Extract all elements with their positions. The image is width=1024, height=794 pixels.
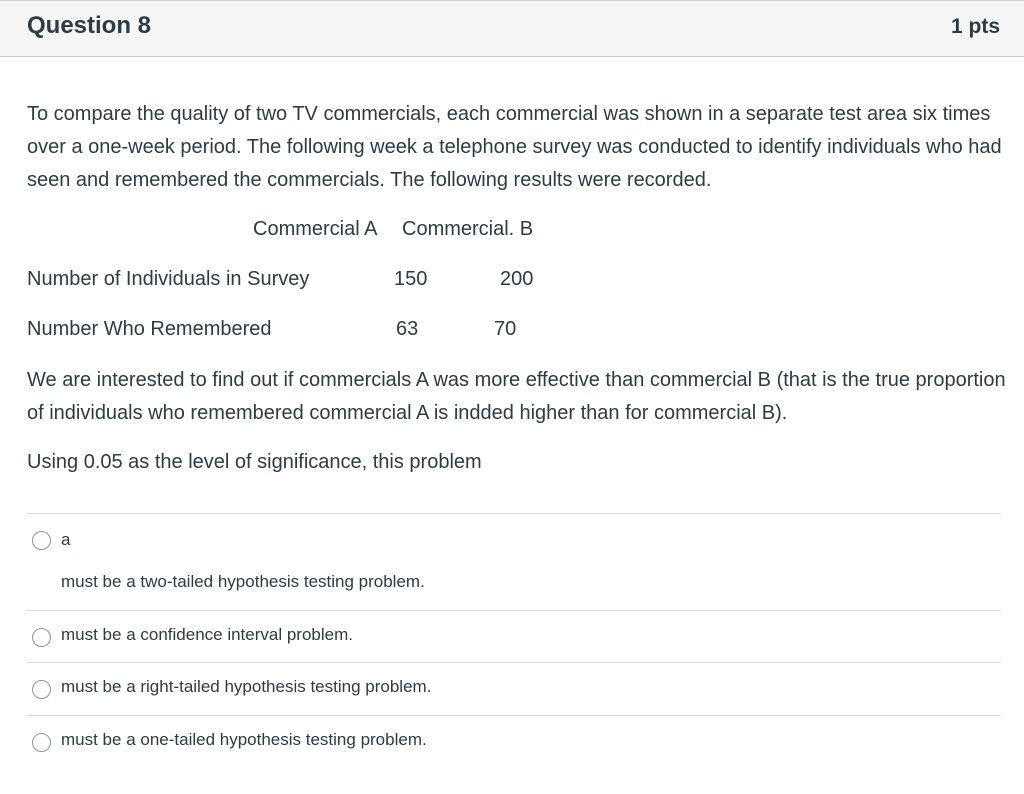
table-cell-b: 200	[500, 268, 534, 290]
question-header	[0, 0, 1024, 57]
answer-letter: a	[61, 530, 71, 549]
answer-option[interactable]	[26, 662, 1001, 715]
question-title: Question 8	[27, 12, 152, 39]
radio-button[interactable]	[32, 628, 51, 647]
prompt-paragraph-1: To compare the quality of two TV commercials, each commercial was shown in a separate test area six times over a one-week period. The following week a telephone survey was conducted to identify individuals who had seen and remembered the commercials. The following results were recorded.	[27, 103, 1002, 191]
answer-text[interactable]: must be a two-tailed hypothesis testing problem.	[61, 572, 425, 591]
question-points: 1 pts	[950, 15, 1000, 38]
prompt-paragraph-3: Using 0.05 as the level of significance, this problem	[27, 451, 482, 473]
prompt-paragraph-2: We are interested to find out if commercials A was more effective than commercial B (that is the true proportion of individuals who remembered commercial A is indded higher than for commercial B).	[27, 369, 1006, 424]
radio-button[interactable]	[32, 733, 51, 752]
radio-button[interactable]	[32, 531, 51, 550]
table-row-label: Number Who Remembered	[27, 318, 272, 340]
radio-button[interactable]	[32, 680, 51, 699]
answer-text[interactable]: must be a confidence interval problem.	[61, 625, 353, 644]
answer-option[interactable]	[26, 513, 1001, 610]
answer-text[interactable]: must be a right-tailed hypothesis testing problem.	[61, 677, 432, 696]
answer-option[interactable]	[26, 610, 1001, 662]
table-header-commercial-a: Commercial A	[253, 218, 378, 240]
table-cell-b: 70	[494, 318, 517, 340]
table-cell-a: 150	[394, 268, 428, 290]
answer-text[interactable]: must be a one-tailed hypothesis testing problem.	[61, 730, 427, 749]
table-row-label: Number of Individuals in Survey	[27, 268, 310, 290]
table-header-commercial-b: Commercial. B	[402, 218, 534, 240]
answer-option[interactable]	[26, 715, 1001, 767]
table-cell-a: 63	[396, 318, 419, 340]
